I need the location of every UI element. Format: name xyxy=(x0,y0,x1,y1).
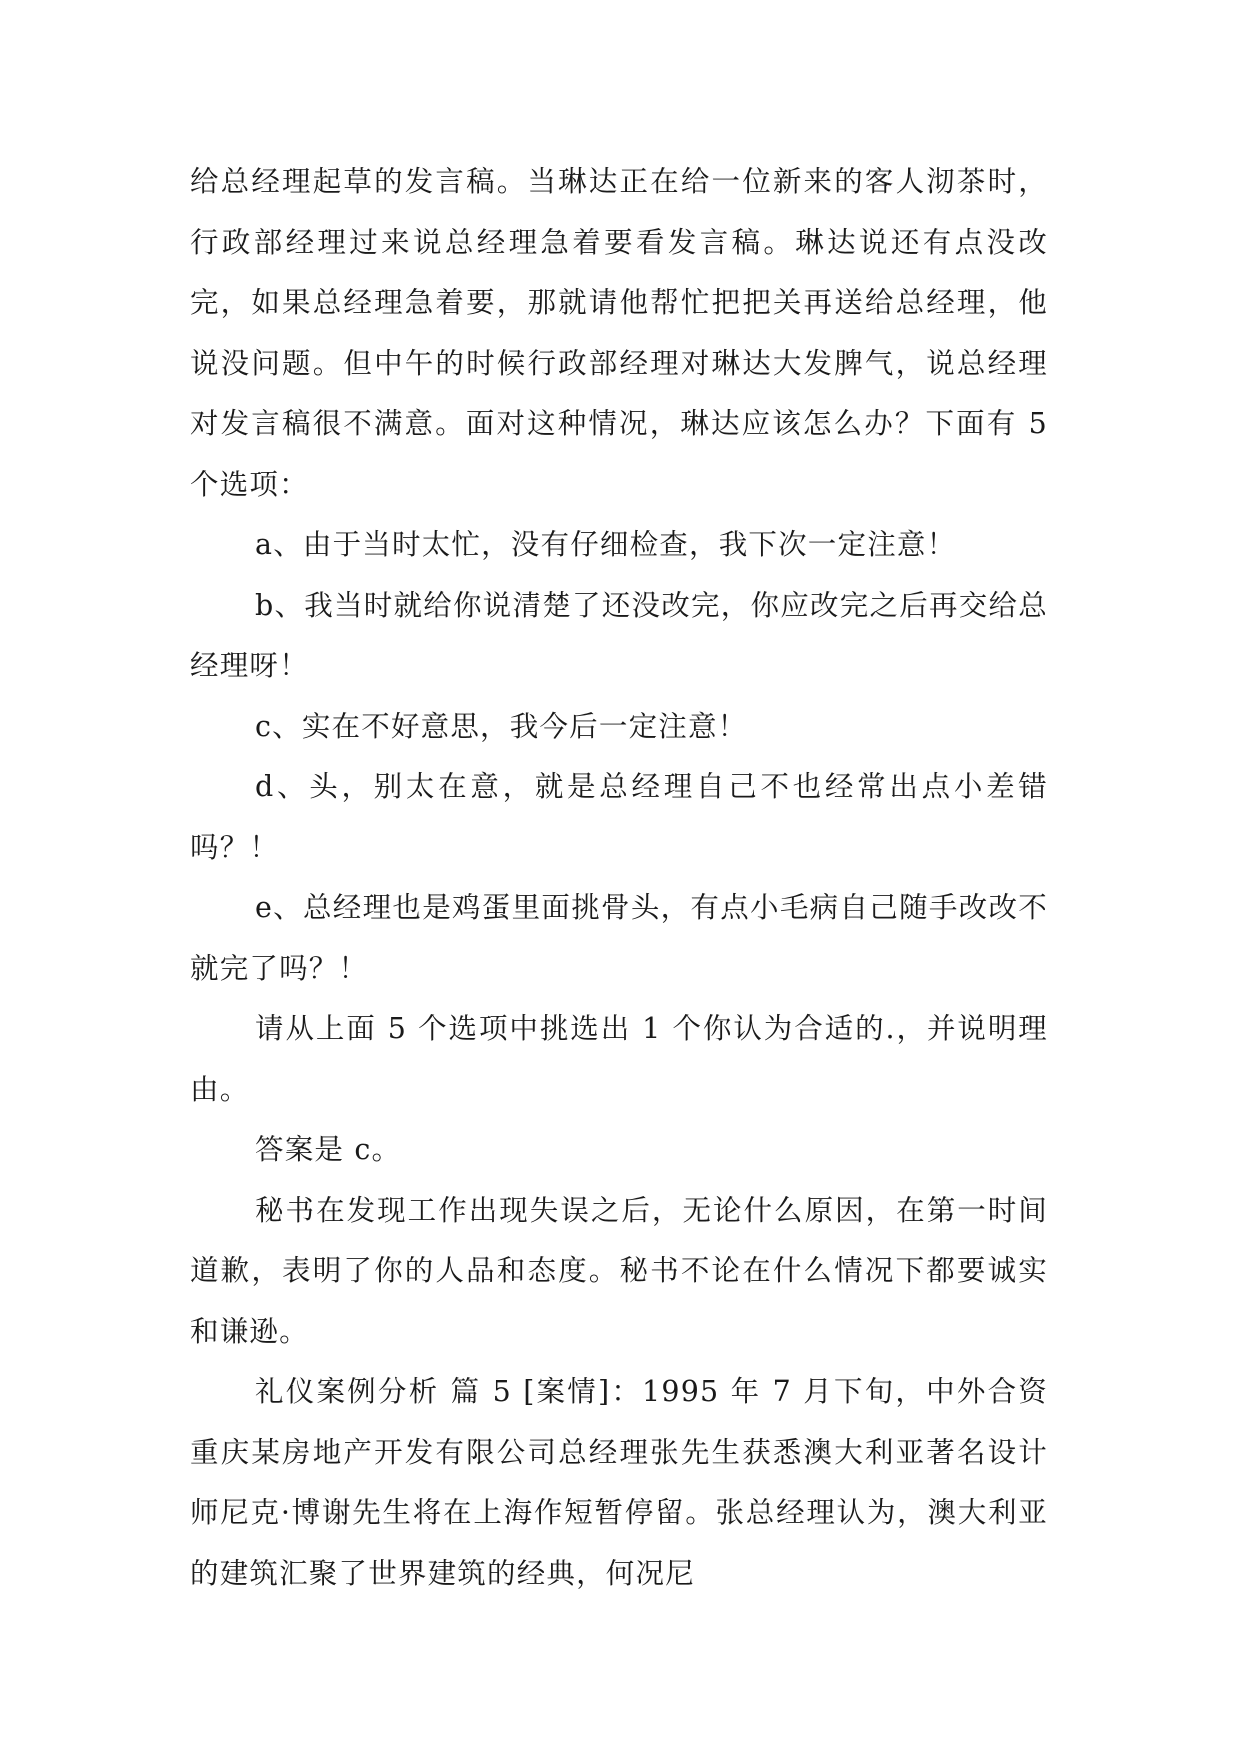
paragraph-option-b: b、我当时就给你说清楚了还没改完，你应改完之后再交给总经理呀！ xyxy=(190,588,1048,682)
paragraph-case-5: 礼仪案例分析 篇 5 [案情]：1995 年 7 月下旬，中外合资重庆某房地产开发有限公司总经理张先生获悉澳大利亚著名设计师尼克·博谢先生将在上海作短暂停留。张总经理认为，澳大利亚的建筑汇聚了世界建筑的经典，何况尼 xyxy=(190,1375,1048,1590)
paragraph-option-a: a、由于当时太忙，没有仔细检查，我下次一定注意！ xyxy=(255,528,957,561)
paragraph-option-d: d、头，别太在意，就是总经理自己不也经常出点小差错吗？！ xyxy=(190,770,1048,864)
paragraph-explanation: 秘书在发现工作出现失误之后，无论什么原因，在第一时间道歉，表明了你的人品和态度。秘书不论在什么情况下都要诚实和谦逊。 xyxy=(190,1193,1048,1348)
paragraph-answer: 答案是 c。 xyxy=(255,1133,402,1166)
paragraph-question: 请从上面 5 个选项中挑选出 1 个你认为合适的.，并说明理由。 xyxy=(190,1012,1048,1106)
paragraph-option-e: e、总经理也是鸡蛋里面挑骨头，有点小毛病自己随手改改不就完了吗？！ xyxy=(190,891,1048,985)
document-page xyxy=(190,152,1048,1604)
paragraph-intro: 给总经理起草的发言稿。当琳达正在给一位新来的客人沏茶时，行政部经理过来说总经理急着要看发言稿。琳达说还有点没改完，如果总经理急着要，那就请他帮忙把把关再送给总经理，他说没问题。但中午的时候行政部经理对琳达大发脾气，说总经理对发言稿很不满意。面对这种情况，琳达应该怎么办？下面有 5 个选项： xyxy=(190,165,1048,501)
paragraph-option-c: c、实在不好意思，我今后一定注意！ xyxy=(255,709,748,743)
